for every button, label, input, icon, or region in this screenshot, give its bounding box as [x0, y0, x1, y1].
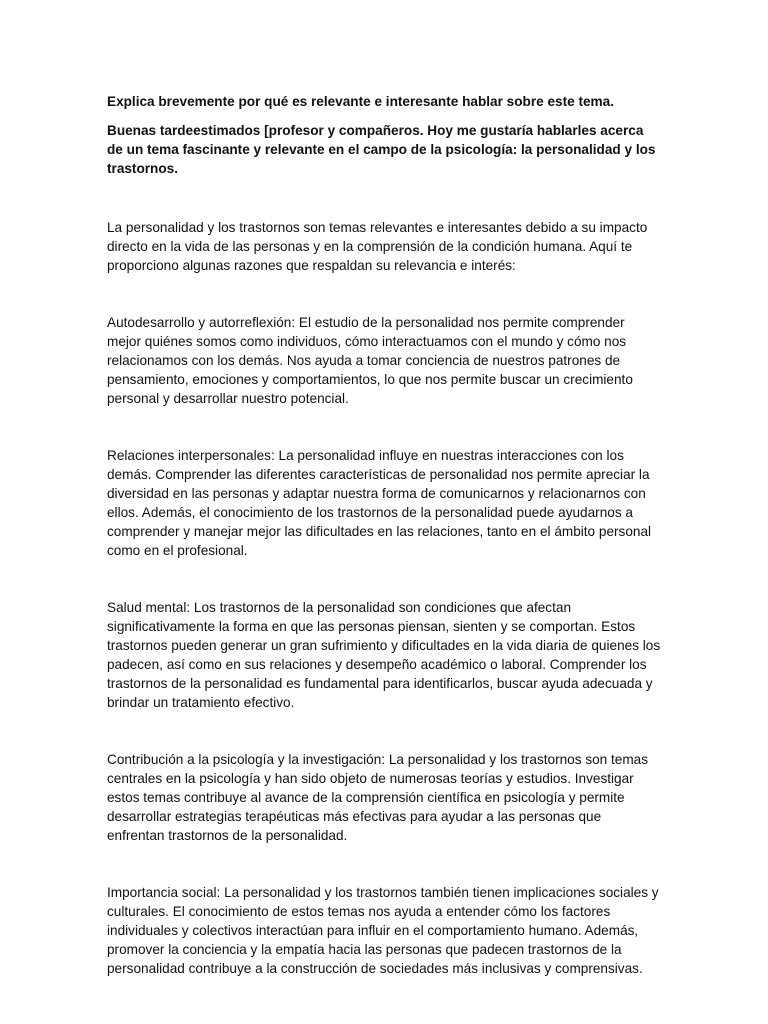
prompt-heading: Explica brevemente por qué es relevante e interesante hablar sobre este tema. [107, 94, 614, 109]
point-social-importance: Importancia social: La personalidad y los trastornos también tienen implicaciones sociales y culturales. El conocimiento de estos temas nos ayuda a entender cómo los factores individuales y colectivos interactúan para influir en el comportamiento humano. Además, promover la conciencia y la empatía hacia las personas que padecen trastornos de la personalidad contribuye a la construcción de sociedades más inclusivas y comprensivas. [107, 885, 659, 976]
greeting-heading: Buenas tardeestimados [profesor y compañeros. Hoy me gustaría hablarles acerca de un tema fascinante y relevante en el campo de la psicología: la personalidad y los trastornos. [107, 123, 656, 176]
document-page [107, 92, 662, 978]
point-self-development: Autodesarrollo y autorreflexión: El estudio de la personalidad nos permite comprender mejor quiénes somos como individuos, cómo interactuamos con el mundo y cómo nos relacionamos con los demás. Nos ayuda a tomar conciencia de nuestros patrones de pensamiento, emociones y comportamientos, lo que nos permite buscar un crecimiento personal y desarrollar nuestro potencial. [107, 315, 633, 406]
point-interpersonal-relations: Relaciones interpersonales: La personalidad influye en nuestras interacciones con los demás. Comprender las diferentes características de personalidad nos permite apreciar la diversidad en las personas y adaptar nuestra forma de comunicarnos y relacionarnos con ellos. Además, el conocimiento de los trastornos de la personalidad puede ayudarnos a comprender y manejar mejor las dificultades en las relaciones, tanto en el ámbito personal como en el profesional. [107, 448, 652, 558]
point-psychology-research: Contribución a la psicología y la investigación: La personalidad y los trastornos son temas centrales en la psicología y han sido objeto de numerosas teorías y estudios. Investigar estos temas contribuye al avance de la comprensión científica en psicología y permite desarrollar estrategias terapéuticas más efectivas para ayudar a las personas que enfrentan trastornos de la personalidad. [107, 752, 649, 843]
point-mental-health: Salud mental: Los trastornos de la personalidad son condiciones que afectan significativamente la forma en que las personas piensan, sienten y se comportan. Estos trastornos pueden generar un gran sufrimiento y dificultades en la vida diaria de quienes los padecen, así como en sus relaciones y desempeño académico o laboral. Comprender los trastornos de la personalidad es fundamental para identificarlos, buscar ayuda adecuada y brindar un tratamiento efectivo. [107, 600, 661, 710]
intro-paragraph: La personalidad y los trastornos son temas relevantes e interesantes debido a su impacto directo en la vida de las personas y en la comprensión de la condición humana. Aquí te proporciono algunas razones que respaldan su relevancia e interés: [107, 220, 648, 273]
